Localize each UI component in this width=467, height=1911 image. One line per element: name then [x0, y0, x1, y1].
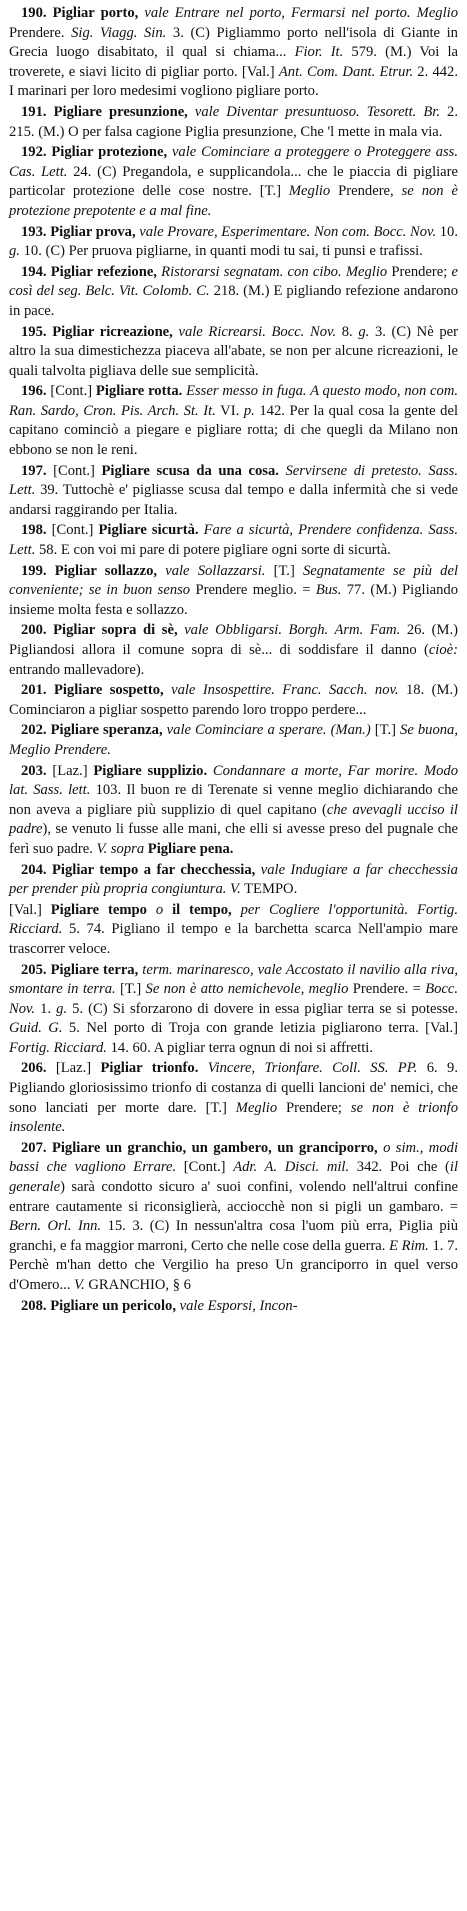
headword: 195. Pigliar ricreazione, — [21, 323, 173, 340]
body-text: ), se venuto li fusse alle mani, che elli si avesse preso del pugnale che ferì suo padre. — [9, 821, 458, 857]
body-text: 3. (C) Pigliammo porto nell'isola di Giante in Grecia luogo disabitato, il qual si chiama... — [9, 24, 458, 61]
body-text: [Cont.] — [53, 462, 102, 479]
headword: 191. Pigliare presunzione, — [21, 103, 188, 120]
body-text: 218. (M.) E pigliando refezione andarono in pace. — [9, 283, 458, 319]
entry-199 — [9, 562, 458, 621]
entry-191 — [9, 103, 458, 142]
italic-text: Sig. Viagg. Sin. — [71, 24, 167, 41]
body-text: 1. — [35, 1000, 57, 1017]
body-text: 8. — [336, 323, 359, 340]
italic-text: o sim., modi bassi che vagliono Errare. — [9, 1139, 458, 1176]
italic-text: Servirsene di pretesto. Sass. Lett. — [9, 462, 459, 499]
italic-text: g. — [358, 323, 370, 340]
headword: Pigliar trionfo. — [100, 1060, 199, 1077]
italic-text: cioè: — [428, 642, 458, 658]
italic-text: Condannare a morte, Far morire. Modo lat. Sass. lett. — [9, 762, 458, 799]
italic-text: Meglio — [235, 1099, 278, 1116]
entry-206 — [9, 1059, 458, 1137]
entry-193 — [9, 223, 458, 262]
entry-205 — [9, 961, 458, 1059]
body-text: entrando mallevadore). — [9, 661, 145, 678]
body-text: 342. Poi che ( — [349, 1159, 450, 1176]
headword: 200. Pigliar sopra di sè, — [21, 622, 178, 639]
italic-text: vale Sollazzarsi. — [157, 562, 266, 579]
body-text: 5. (C) Si sforzarono di dovere in essa pigliar terra se si potesse. — [67, 1000, 458, 1017]
body-text: 103. Il buon re di Terenate si venne meglio dichiarando che non aveva a pigliare più supplizio di quel capitano ( — [9, 782, 458, 818]
body-text: 1. 7. Perchè m'han detto che Vergilio ha preso Un granciporro in quel verso d'Omero... — [9, 1237, 459, 1293]
italic-text: e così del seg. Belc. Vit. Colomb. C. — [9, 263, 458, 300]
entry-195 — [9, 323, 458, 382]
headword: 206. — [21, 1060, 56, 1077]
entry-202 — [9, 721, 458, 760]
headword: Pigliare pena. — [144, 840, 234, 857]
italic-text: il generale — [9, 1159, 458, 1196]
headword: 192. Pigliar protezione, — [21, 144, 168, 161]
body-text: [T.] — [370, 722, 401, 739]
body-text: Prendere; — [387, 263, 452, 280]
body-text: Prendere, — [330, 183, 402, 200]
body-text: 18. (M.) Cominciaron a pigliar sospetto parendo loro troppo perdere... — [9, 682, 458, 718]
entry-194 — [9, 263, 458, 322]
headword: Pigliare rotta. — [95, 383, 183, 400]
entry-201 — [9, 681, 458, 720]
body-text: 24. (C) Pregandola, e supplicandola... che le piaccia di pigliare particolar protezione delle cose nostre. [T.] — [9, 163, 458, 200]
body-text: [Val.] — [9, 901, 51, 918]
italic-text: Adr. A. Disci. mil. — [233, 1159, 350, 1176]
italic-text: vale Insospettire. Franc. Sacch. nov. — [163, 682, 399, 699]
headword: 204. Pigliar tempo a far checchessia, — [21, 861, 256, 878]
headword: 208. Pigliare un pericolo, — [21, 1297, 176, 1314]
body-text: 3. (C) Nè per altro la sua dimestichezza piaceva all'abate, se non per alcune ricreazioni, le quali talvolta pigliava delle sue semplicità. — [9, 323, 458, 379]
headword: 207. Pigliare un granchio, un gambero, un granciporro, — [21, 1139, 378, 1156]
italic-text: se non è trionfo insolente. — [9, 1099, 458, 1136]
body-text: [Cont.] — [176, 1159, 234, 1176]
italic-text: che avevagli ucciso il padre — [9, 801, 458, 838]
headword: 201. Pigliare sospetto, — [21, 682, 164, 699]
headword: Pigliare supplizio. — [93, 762, 208, 779]
headword: 205. Pigliare terra, — [21, 961, 139, 978]
body-text: 6. 9. Pigliando gloriosissimo trionfo di costanza di quelli lancioni de' nemici, che sono lanciati per morte dare. [T.] — [9, 1060, 459, 1116]
entry-208 — [9, 1297, 458, 1317]
entry-200 — [9, 621, 458, 680]
entry-197 — [9, 462, 458, 521]
body-text: VI. — [215, 402, 244, 419]
body-text: 15. 3. (C) In nessun'altra cosa l'uom più erra, Piglia più granchi, e fa maggior marroni, Certo che nelle cose della guerra. — [9, 1218, 458, 1254]
italic-text: E Rim. — [389, 1237, 429, 1254]
italic-text: Bocc. Nov. — [9, 981, 459, 1017]
italic-text: Ristorarsi segnatam. con cibo. Meglio — [156, 263, 388, 280]
body-text: 14. 60. A pigliar terra ognun di noi si affretti. — [106, 1039, 373, 1056]
entry-203 — [9, 762, 458, 860]
body-text: 39. Tuttochè e' pigliasse scusa dal tempo e dalla infermità che si vede andarsi raggirando per Italia. — [9, 482, 458, 518]
italic-text: vale Provare, Esperimentare. Non com. Bocc. Nov. — [135, 223, 437, 240]
italic-text: V. sopra — [96, 840, 145, 857]
headword: Pigliare sicurtà. — [98, 522, 199, 539]
body-text: TEMPO. — [240, 881, 298, 898]
body-text: Prendere. — [9, 24, 72, 41]
italic-text: Fior. It. — [294, 44, 344, 61]
italic-text: g. — [56, 1000, 68, 1017]
body-text: Prendere; — [277, 1099, 351, 1116]
body-text: 2. 215. (M.) O per falsa cagione Piglia presunzione, Che 'l mette in mala via. — [9, 103, 459, 140]
headword: Pigliare scusa da una cosa. — [101, 462, 279, 479]
italic-text: vale Ricrearsi. Bocc. Nov. — [172, 323, 337, 340]
body-text: Prendere meglio. = — [190, 582, 316, 599]
entry-204 — [9, 861, 458, 900]
body-text: ) sarà condotto sicuro a' suoi confini, volendo nell'altrui confine entrare cautamente si riconsiglierà, acciocchè non si pigli un gambaro. = — [9, 1179, 458, 1215]
headword: 196. — [21, 383, 51, 400]
headword: 193. Pigliar prova, — [21, 223, 136, 240]
entry-207 — [9, 1139, 458, 1296]
italic-text: term. marinaresco, vale Accostato il navilio alla riva, smontare in terra. — [9, 961, 459, 998]
headword: 199. Pigliar sollazzo, — [21, 562, 158, 579]
italic-text: Fare a sicurtà, Prendere confidenza. Sass. Lett. — [9, 522, 459, 559]
body-text: 58. E con voi mi pare di potere pigliare ogni sorte di sicurtà. — [35, 542, 391, 559]
entry-204-variant — [9, 901, 458, 960]
entry-190 — [9, 4, 458, 102]
body-text: 142. Per la qual cosa la gente del capitano cominciò a piegare e pigliare rotta; di che quegli da Milano non ebbono se non le reni. — [9, 402, 458, 459]
italic-text: vale Cominciare a sperare. (Man.) — [162, 722, 371, 739]
italic-text: Esser messo in fuga. A questo modo, non com. Ran. Sardo, Cron. Pis. Arch. St. It. — [9, 383, 459, 419]
italic-text: V. — [74, 1277, 85, 1293]
italic-text: per Cogliere l'opportunità. Fortig. Ricciard. — [9, 901, 458, 938]
italic-text: o — [146, 901, 173, 918]
headword: 202. Pigliare speranza, — [21, 722, 163, 739]
headword: 203. — [21, 762, 53, 779]
body-text: 2. 442. I marinari per loro medesimi vogliono pigliare porto. — [9, 63, 458, 100]
italic-text: Meglio — [288, 183, 331, 200]
headword: 190. Pigliar porto, — [21, 5, 139, 21]
italic-text: vale Indugiare a far checchessia per prender più propria congiuntura. V. — [9, 861, 458, 898]
italic-text: Segnatamente se più del conveniente; se in buon senso — [9, 562, 458, 599]
headword: 198. — [21, 522, 52, 539]
italic-text: vale Entrare nel porto, Fermarsi nel porto. Meglio — [138, 5, 458, 21]
body-text: [Cont.] — [50, 383, 96, 400]
entry-196 — [9, 382, 458, 460]
body-text: 10. (C) Per pruova pigliarne, in quanti modi tu sai, ti punsi e trafissi. — [19, 243, 423, 260]
italic-text: vale Obbligarsi. Borgh. Arm. Fam. — [177, 622, 401, 639]
body-text: 26. (M.) Pigliandosi allora il comune sopra di sè... di soddisfare il danno ( — [9, 622, 458, 658]
entry-198 — [9, 521, 458, 560]
body-text: 5. Nel porto di Troja con grande letizia pigliarono terra. [Val.] — [62, 1020, 458, 1037]
italic-text: vale Cominciare a proteggere o Proteggere ass. Cas. Lett. — [9, 144, 459, 180]
italic-text: Bus. — [315, 582, 342, 599]
body-text: GRANCHIO, § 6 — [84, 1277, 191, 1293]
headword: Pigliare tempo — [50, 901, 147, 918]
headword: 197. — [21, 462, 54, 479]
body-text: 77. (M.) Pigliando insieme molta festa e sollazzo. — [9, 582, 458, 618]
italic-text: p. — [243, 402, 255, 419]
italic-text: se non è protezione prepotente e a mal fine. — [9, 183, 458, 219]
italic-text: Guid. G. — [9, 1020, 63, 1037]
body-text: Prendere. = — [348, 981, 426, 998]
italic-text: Ant. Com. Dant. Etrur. — [278, 63, 414, 80]
italic-text: g. — [9, 243, 20, 260]
headword: 194. Pigliar refezione, — [21, 263, 157, 280]
italic-text: vale Diventar presuntuoso. Tesorett. Br. — [187, 103, 440, 120]
italic-text: vale Esporsi, Incon- — [175, 1297, 298, 1314]
italic-text: Bern. Orl. Inn. — [9, 1218, 102, 1235]
italic-text: Fortig. Ricciard. — [9, 1039, 107, 1056]
body-text: [T.] — [265, 562, 303, 579]
body-text: [Laz.] — [55, 1060, 101, 1077]
italic-text: Vincere, Trionfare. Coll. SS. PP. — [198, 1060, 418, 1077]
headword: il tempo, — [172, 901, 232, 918]
body-text: 10. — [436, 223, 458, 240]
italic-text: Se non è atto nemichevole, meglio — [145, 981, 349, 998]
entry-192 — [9, 143, 458, 221]
body-text: [Laz.] — [52, 762, 94, 779]
body-text: [T.] — [115, 981, 146, 998]
body-text: 5. 74. Pigliano il tempo e la barchetta scarca Nell'ampio mare trascorrer veloce. — [9, 921, 458, 957]
body-text: 579. (M.) Voi la troverete, e siavi licito di pigliar porto. [Val.] — [9, 44, 458, 80]
body-text: [Cont.] — [51, 522, 99, 539]
italic-text: Se buona, Meglio Prendere. — [9, 722, 458, 758]
